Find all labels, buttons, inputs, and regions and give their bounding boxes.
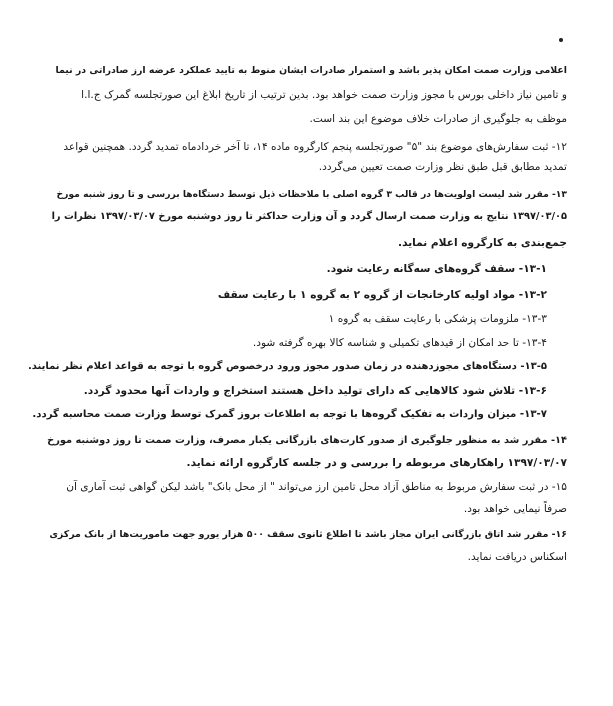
text-line-1: اعلامی وزارت صمت امکان پذیر باشد و استمرار صادرات ایشان منوط به تایید عملکرد عرضه ارز صادراتی در نیما bbox=[55, 65, 567, 76]
text-line-6: ۱۳- مقرر شد لیست اولویت‌ها در قالب ۳ گروه اصلی با ملاحظات ذیل توسط دستگاه‌ها بررسی و تا روز شنبه مورخ bbox=[56, 189, 567, 200]
text-line-4: ۱۲- ثبت سفارش‌های موضوع بند "۵" صورتجلسه پنجم کارگروه ماده ۱۴، تا آخر خردادماه تمدید گردد. همچنین قواعد bbox=[63, 141, 567, 153]
text-line-16: ۱۴- مقرر شد به منظور جلوگیری از صدور کارت‌های بازرگانی یکبار مصرف، وزارت صمت تا روز دوشنبه مورخ bbox=[47, 435, 567, 446]
text-line-14: ۱۳-۶- تلاش شود کالاهایی که دارای تولید داخل هستند استخراج و واردات آنها محدود گردد. bbox=[83, 385, 547, 397]
text-line-15: ۱۳-۷- میزان واردات به تفکیک گروه‌ها با توجه به اطلاعات بروز گمرک توسط وزارت صمت محاسبه گردد. bbox=[32, 409, 547, 420]
text-line-18: ۱۵- در ثبت سفارش مربوط به مناطق آزاد محل تامین ارز می‌تواند " از محل بانک" باشد لیکن گواهی ثبت آماری آن bbox=[66, 481, 567, 493]
text-line-3: موظف به جلوگیری از صادرات خلاف موضوع این بند است. bbox=[309, 113, 567, 125]
text-line-5: تمدید مطابق قبل طبق نظر وزارت صمت تعیین می‌گردد. bbox=[318, 161, 567, 173]
text-line-7: ۱۳۹۷/۰۳/۰۵ نتایج به وزارت صمت ارسال گردد و آن وزارت حداکثر تا روز دوشنبه مورخ ۱۳۹۷/۰۳/۰۷ نظرات را bbox=[51, 211, 567, 222]
text-line-21: اسکناس دریافت نماید. bbox=[467, 551, 567, 563]
text-line-9: ۱۳-۱- سقف گروه‌های سه‌گانه رعایت شود. bbox=[326, 263, 547, 275]
text-line-17: ۱۳۹۷/۰۳/۰۷ راهکارهای مربوطه را بررسی و در جلسه کارگروه ارائه نماید. bbox=[186, 457, 567, 469]
text-line-12: ۱۳-۴- تا حد امکان از قیدهای تکمیلی و شناسه کالا بهره گرفته شود. bbox=[252, 337, 547, 349]
text-line-11: ۱۳-۳- ملزومات پزشکی با رعایت سقف به گروه ۱ bbox=[328, 313, 547, 325]
text-line-10: ۱۳-۲- مواد اولیه کارخانجات از گروه ۲ به گروه ۱ با رعایت سقف bbox=[217, 289, 547, 301]
text-line-13: ۱۳-۵- دستگاه‌های مجوزدهنده در زمان صدور مجوز ورود درخصوص گروه با توجه به قواعد اعلام نظر نمایند. bbox=[27, 361, 547, 372]
text-line-19: صرفاً نیمایی خواهد بود. bbox=[463, 503, 567, 515]
text-line-20: ۱۶- مقرر شد اتاق بازرگانی ایران مجاز باشد تا اطلاع ثانوی سقف ۵۰۰ هزار یورو جهت ماموریت‌ها از بانک مرکزی bbox=[49, 529, 567, 540]
text-line-2: و تامین نیاز داخلی بورس با مجوز وزارت صمت خواهد بود. بدین ترتیب از تاریخ ابلاغ این صورتجلسه گمرک ج.ا.ا bbox=[81, 89, 567, 101]
page-dot-mark bbox=[559, 38, 563, 42]
text-line-8: جمع‌بندی به کارگروه اعلام نماید. bbox=[398, 237, 567, 249]
